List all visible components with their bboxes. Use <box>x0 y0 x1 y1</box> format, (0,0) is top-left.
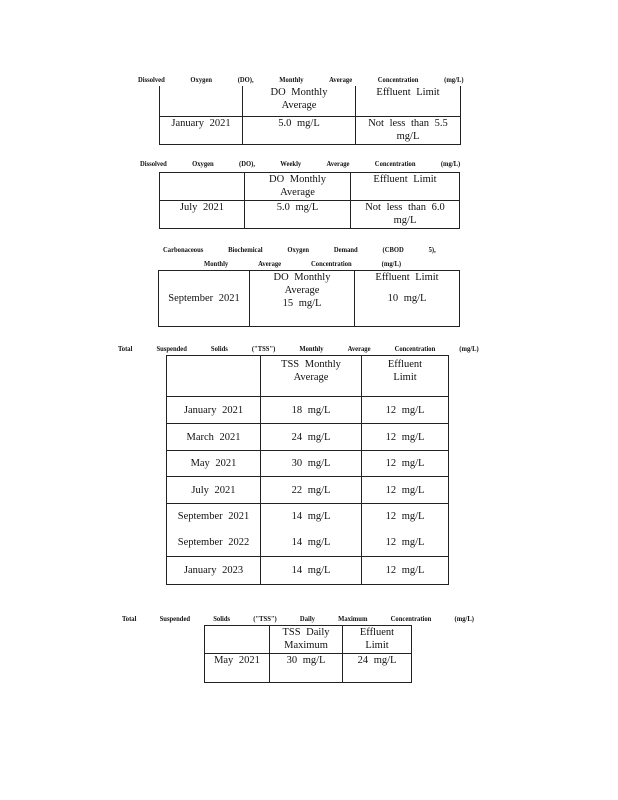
period-cell: May 2021 <box>167 451 261 477</box>
limit-cell: 12 mg/L <box>362 557 449 585</box>
caption-word: Concentration <box>311 259 352 268</box>
period-label: September 2022 <box>177 537 250 548</box>
table-row <box>167 424 449 451</box>
caption-word: (mg/L) <box>454 614 474 623</box>
value-label: 15 mg/L <box>282 298 322 309</box>
caption-word: Daily <box>299 614 315 623</box>
period-label: September 2021 <box>177 511 250 522</box>
table-3 <box>158 270 460 327</box>
header-cell <box>167 356 261 397</box>
header-label: DO Monthly Average <box>273 272 331 296</box>
value-label: 14 mg/L <box>291 511 331 522</box>
period-label: September 2021 <box>168 293 240 304</box>
caption-word: Monthly <box>279 75 304 84</box>
value-cell <box>261 504 362 557</box>
header-cell: Effluent Limit <box>356 86 461 116</box>
caption-word: (mg/L) <box>444 75 464 84</box>
caption-word: Monthly <box>204 259 229 268</box>
header-cell: Effluent Limit <box>362 356 449 397</box>
caption-word: Monthly <box>299 344 324 353</box>
limit-cell: 12 mg/L <box>362 477 449 504</box>
caption-word: Oxygen <box>287 245 310 254</box>
caption-word: Oxygen <box>190 75 213 84</box>
limit-label: 10 mg/L <box>387 293 427 304</box>
value-cell: 5.0 mg/L <box>245 201 351 229</box>
caption-word: ("TSS") <box>253 614 277 623</box>
header-cell: DO Monthly Average <box>245 173 351 201</box>
caption-word: Demand <box>333 245 358 254</box>
caption-word: Dissolved <box>140 159 167 168</box>
period-cell <box>167 504 261 557</box>
caption-word: Average <box>326 159 350 168</box>
caption-word: Biochemical <box>228 245 263 254</box>
caption-word: 5), <box>428 245 436 254</box>
spacer <box>357 284 457 292</box>
value-cell <box>250 271 355 327</box>
table-row <box>159 271 460 327</box>
caption-word: Concentration <box>394 344 436 353</box>
header-cell: TSS Monthly Average <box>261 356 362 397</box>
limit-cell: Not less than 6.0 mg/L <box>351 201 460 229</box>
table-4 <box>166 355 449 585</box>
limit-cell <box>355 271 460 327</box>
caption-word: Total <box>118 344 133 353</box>
table-3-caption-line1 <box>163 245 436 254</box>
caption-word: (mg/L) <box>440 159 461 168</box>
caption-word: (mg/L) <box>459 344 479 353</box>
value-cell: 30 mg/L <box>261 451 362 477</box>
caption-word: Carbonaceous <box>163 245 204 254</box>
header-label: Effluent Limit <box>375 272 439 283</box>
table-header-row <box>160 86 461 116</box>
limit-cell: 24 mg/L <box>343 654 412 683</box>
limit-cell <box>362 504 449 557</box>
caption-word: Average <box>329 75 353 84</box>
limit-cell: 12 mg/L <box>362 451 449 477</box>
table-row <box>167 504 449 557</box>
table-2 <box>159 172 460 229</box>
table-2-caption <box>140 159 460 168</box>
caption-word: (DO), <box>239 159 255 168</box>
header-cell: TSS Daily Maximum <box>270 626 343 654</box>
value-cell: 22 mg/L <box>261 477 362 504</box>
table-4-caption <box>118 344 479 353</box>
table-row <box>160 201 460 229</box>
caption-word: ("TSS") <box>251 344 276 353</box>
table-header-row <box>205 626 412 654</box>
limit-label: 12 mg/L <box>385 537 425 548</box>
limit-label: 12 mg/L <box>385 511 425 522</box>
value-cell: 30 mg/L <box>270 654 343 683</box>
caption-word: Average <box>347 344 371 353</box>
table-1 <box>159 86 461 145</box>
header-cell <box>160 86 243 116</box>
header-cell: Effluent Limit <box>343 626 412 654</box>
period-cell: July 2021 <box>160 201 245 229</box>
table-1-caption <box>138 75 464 84</box>
header-cell: DO Monthly Average <box>243 86 356 116</box>
caption-word: (CBOD <box>382 245 404 254</box>
period-cell: May 2021 <box>205 654 270 683</box>
period-cell: July 2021 <box>167 477 261 504</box>
table-row <box>205 654 412 683</box>
caption-word: Average <box>258 259 282 268</box>
value-cell: 14 mg/L <box>261 557 362 585</box>
value-cell: 18 mg/L <box>261 397 362 424</box>
caption-word: Weekly <box>280 159 302 168</box>
table-row <box>167 477 449 504</box>
period-cell: January 2023 <box>167 557 261 585</box>
caption-word: Oxygen <box>192 159 214 168</box>
table-header-row <box>167 356 449 397</box>
limit-cell: Not less than 5.5 mg/L <box>356 116 461 144</box>
limit-cell: 12 mg/L <box>362 397 449 424</box>
caption-word: Solids <box>210 344 228 353</box>
caption-word: Suspended <box>159 614 191 623</box>
period-cell: January 2021 <box>160 116 243 144</box>
table-row <box>160 116 461 144</box>
table-row <box>167 451 449 477</box>
table-5-caption <box>122 614 474 623</box>
caption-word: Concentration <box>377 75 419 84</box>
header-cell <box>160 173 245 201</box>
caption-word: Suspended <box>156 344 187 353</box>
period-cell: March 2021 <box>167 424 261 451</box>
caption-word: Solids <box>213 614 231 623</box>
period-cell: January 2021 <box>167 397 261 424</box>
caption-word: (DO), <box>237 75 254 84</box>
value-label: 14 mg/L <box>291 537 331 548</box>
caption-word: Total <box>122 614 137 623</box>
caption-word: Concentration <box>390 614 432 623</box>
table-row <box>167 557 449 585</box>
value-cell: 24 mg/L <box>261 424 362 451</box>
table-3-caption-line2 <box>204 259 401 268</box>
caption-word: Dissolved <box>138 75 165 84</box>
caption-word: (mg/L) <box>381 259 402 268</box>
caption-word: Maximum <box>338 614 368 623</box>
period-cell <box>159 271 250 327</box>
caption-word: Concentration <box>374 159 416 168</box>
table-row <box>167 397 449 424</box>
header-cell <box>205 626 270 654</box>
table-5 <box>204 625 412 683</box>
limit-cell: 12 mg/L <box>362 424 449 451</box>
value-cell: 5.0 mg/L <box>243 116 356 144</box>
table-header-row <box>160 173 460 201</box>
header-cell: Effluent Limit <box>351 173 460 201</box>
